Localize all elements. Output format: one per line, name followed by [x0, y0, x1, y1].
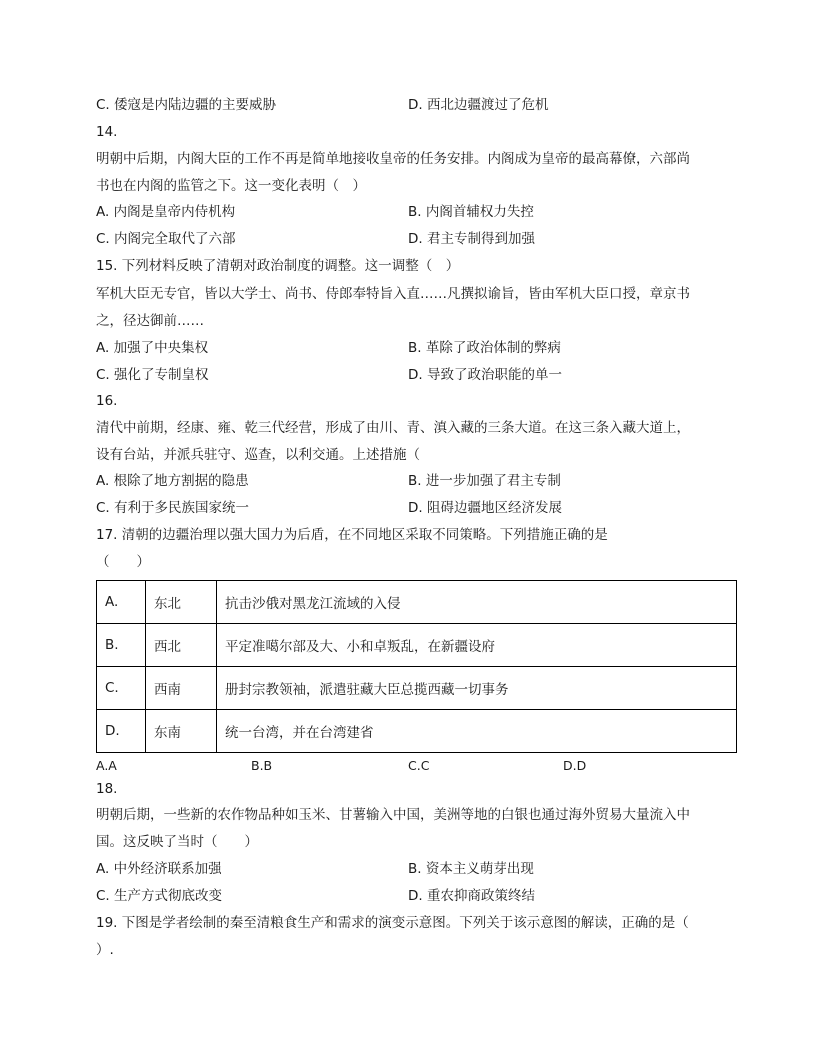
- table-cell-measure: 平定准噶尔部及大、小和卓叛乱，在新疆设府: [217, 624, 737, 667]
- q14-option-c: C. 内阁完全取代了六部: [96, 231, 236, 247]
- q15-options-cd: [96, 366, 736, 384]
- table-row: [97, 624, 737, 667]
- q15-option-b: B. 革除了政治体制的弊病: [408, 340, 561, 356]
- q14-option-b: B. 内阁首辅权力失控: [408, 204, 534, 220]
- q14-options-cd: [96, 230, 736, 248]
- q13-option-c: C. 倭寇是内陆边疆的主要威胁: [96, 97, 277, 113]
- table-cell-letter: C.: [97, 667, 146, 710]
- q15-option-a: A. 加强了中央集权: [96, 340, 209, 356]
- q16-number: 16.: [96, 393, 118, 409]
- table-cell-measure: 抗击沙俄对黑龙江流域的入侵: [217, 581, 737, 624]
- q16-stem-line2: 设有台站，并派兵驻守、巡查，以利交通。上述措施（: [96, 447, 420, 463]
- q17-answer-a: A.A: [96, 758, 117, 773]
- q16-options-cd: [96, 499, 736, 517]
- q17-answer-c: C.C: [408, 758, 430, 773]
- q18-option-b: B. 资本主义萌芽出现: [408, 861, 534, 877]
- q18-option-c: C. 生产方式彻底改变: [96, 888, 223, 904]
- q16-option-a: A. 根除了地方割据的隐患: [96, 473, 249, 489]
- q17-answer-d: D.D: [563, 758, 587, 773]
- table-row: [97, 667, 737, 710]
- q18-option-d: D. 重农抑商政策终结: [408, 888, 535, 904]
- table-cell-letter: A.: [97, 581, 146, 624]
- q14-options-ab: [96, 203, 736, 221]
- table-cell-region: 东北: [146, 581, 217, 624]
- q17-paren: （ ）: [96, 554, 150, 570]
- q17-stem: 17. 清朝的边疆治理以强大国力为后盾，在不同地区采取不同策略。下列措施正确的是: [96, 527, 608, 543]
- q15-option-d: D. 导致了政治职能的单一: [408, 367, 562, 383]
- q13-option-d: D. 西北边疆渡过了危机: [408, 97, 549, 113]
- q16-options-ab: [96, 472, 736, 490]
- table-cell-region: 西南: [146, 667, 217, 710]
- q16-option-d: D. 阻碍边疆地区经济发展: [408, 500, 562, 516]
- q15-material-line2: 之，径达御前……: [96, 313, 204, 329]
- table-cell-measure: 统一台湾，并在台湾建省: [217, 710, 737, 753]
- q14-stem-line2: 书也在内阁的监管之下。这一变化表明（ ）: [96, 178, 366, 194]
- q15-option-c: C. 强化了专制皇权: [96, 367, 209, 383]
- q17-answer-b: B.B: [251, 758, 273, 773]
- table-row: [97, 581, 737, 624]
- q15-options-ab: [96, 339, 736, 357]
- table-cell-region: 东南: [146, 710, 217, 753]
- q15-material-line1: 军机大臣无专官，皆以大学士、尚书、侍郎奉特旨入直……凡撰拟谕旨，皆由军机大臣口授，章京书: [96, 286, 690, 302]
- q17-answer-options: [96, 757, 736, 775]
- q15-stem: 15. 下列材料反映了清朝对政治制度的调整。这一调整（ ）: [96, 258, 460, 274]
- q14-number: 14.: [96, 124, 118, 140]
- q18-option-a: A. 中外经济联系加强: [96, 861, 222, 877]
- table-cell-region: 西北: [146, 624, 217, 667]
- q16-option-c: C. 有利于多民族国家统一: [96, 500, 250, 516]
- table-row: [97, 710, 737, 753]
- q18-options-cd: [96, 887, 736, 905]
- q18-options-ab: [96, 860, 736, 878]
- q17-options-table: [96, 580, 737, 753]
- q14-option-a: A. 内阁是皇帝内侍机构: [96, 204, 236, 220]
- q16-option-b: B. 进一步加强了君主专制: [408, 473, 561, 489]
- q14-option-d: D. 君主专制得到加强: [408, 231, 535, 247]
- q19-stem-line2: ）.: [96, 942, 114, 958]
- table-cell-measure: 册封宗教领袖，派遣驻藏大臣总揽西藏一切事务: [217, 667, 737, 710]
- q13-options-cd: [96, 96, 736, 114]
- table-cell-letter: D.: [97, 710, 146, 753]
- q18-number: 18.: [96, 781, 118, 797]
- q16-stem-line1: 清代中前期，经康、雍、乾三代经营，形成了由川、青、滇入藏的三条大道。在这三条入藏大道上，: [96, 420, 690, 436]
- q19-stem-line1: 19. 下图是学者绘制的秦至清粮食生产和需求的演变示意图。下列关于该示意图的解读，正确的是（: [96, 915, 689, 931]
- q14-stem-line1: 明朝中后期，内阁大臣的工作不再是简单地接收皇帝的任务安排。内阁成为皇帝的最高幕僚，六部尚: [96, 151, 690, 167]
- table-cell-letter: B.: [97, 624, 146, 667]
- q18-stem-line1: 明朝后期，一些新的农作物品种如玉米、甘薯输入中国，美洲等地的白银也通过海外贸易大量流入中: [96, 807, 690, 823]
- q18-stem-line2: 国。这反映了当时（ ）: [96, 834, 258, 850]
